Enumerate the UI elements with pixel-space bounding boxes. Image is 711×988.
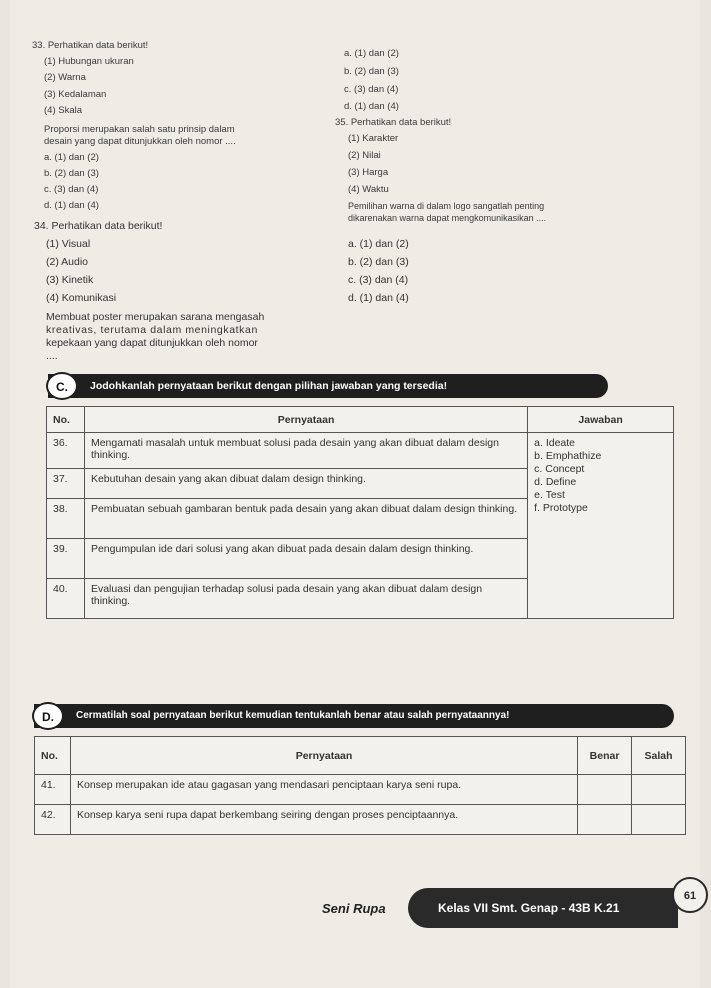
prev-option[interactable]: b. (2) dan (3): [344, 66, 399, 77]
row-statement: Pengumpulan ide dari solusi yang akan dibuat pada desain dalam design thinking.: [84, 539, 527, 579]
row-statement: Pembuatan sebuah gambaran bentuk pada desain yang akan dibuat dalam design thinking.: [84, 499, 527, 539]
q33-option[interactable]: b. (2) dan (3): [44, 168, 99, 179]
q34-item: (2) Audio: [46, 256, 89, 268]
q34-stem: kreativas, terutama dalam meningkatkan: [46, 324, 258, 336]
row-statement: Evaluasi dan pengujian terhadap solusi pada desain yang akan dibuat dalam design thinking.: [84, 579, 527, 619]
section-d-header: [34, 704, 674, 728]
false-cell[interactable]: [632, 775, 686, 805]
row-statement: Konsep merupakan ide atau gagasan yang mendasari penciptaan karya seni rupa.: [70, 775, 577, 805]
q35-stem: dikarenakan warna dapat mengkomunikasikan ....: [348, 213, 547, 223]
footer-subject: Seni Rupa: [322, 901, 386, 916]
q34-stem: kepekaan yang dapat ditunjukkan oleh nomor: [46, 337, 258, 349]
q35-option[interactable]: b. (2) dan (3): [348, 256, 409, 268]
row-number: 38.: [47, 499, 85, 539]
section-d-title: Cermatilah soal pernyataan berikut kemudian tentukanlah benar atau salah pernyataannya!: [76, 710, 510, 721]
answer-choice[interactable]: f. Prototype: [534, 502, 588, 514]
q34-stem: Membuat poster merupakan sarana mengasah: [46, 311, 265, 323]
true-false-table: [34, 736, 686, 835]
q33-title: 33. Perhatikan data berikut!: [32, 40, 149, 51]
q33-item: (2) Warna: [44, 72, 86, 83]
matching-table: [46, 406, 674, 619]
q34-item: (3) Kinetik: [46, 274, 94, 286]
row-number: 39.: [47, 539, 85, 579]
col-header-no: No.: [47, 407, 85, 433]
section-d-badge: D.: [32, 702, 64, 730]
footer-class-info: Kelas VII Smt. Genap - 43B K.21: [438, 901, 620, 915]
row-number: 36.: [47, 433, 85, 469]
section-c-title: Jodohkanlah pernyataan berikut dengan pilihan jawaban yang tersedia!: [90, 380, 448, 392]
row-statement: Mengamati masalah untuk membuat solusi pada desain yang akan dibuat dalam design thinking.: [84, 433, 527, 469]
prev-option[interactable]: c. (3) dan (4): [344, 84, 399, 95]
q33-stem: Proporsi merupakan salah satu prinsip dalam: [44, 124, 235, 135]
true-cell[interactable]: [578, 805, 632, 835]
q35-item: (2) Nilai: [348, 150, 381, 161]
q35-option[interactable]: d. (1) dan (4): [348, 292, 409, 304]
q35-option[interactable]: c. (3) dan (4): [348, 274, 409, 286]
page-number: 61: [672, 877, 708, 913]
q33-option[interactable]: d. (1) dan (4): [44, 200, 99, 211]
col-header-statement: Pernyataan: [84, 407, 527, 433]
answer-choice[interactable]: a. Ideate: [534, 437, 576, 449]
q33-item: (4) Skala: [44, 105, 83, 116]
q34-item: (4) Komunikasi: [46, 292, 117, 304]
table-row: [35, 805, 686, 835]
q35-item: (4) Waktu: [348, 184, 389, 195]
answer-choices: [528, 433, 674, 619]
q33-option[interactable]: c. (3) dan (4): [44, 184, 99, 195]
section-c-badge: C.: [46, 372, 78, 400]
answer-choice[interactable]: e. Test: [534, 489, 565, 501]
row-number: 41.: [35, 775, 71, 805]
row-number: 42.: [35, 805, 71, 835]
table-row: [47, 433, 674, 469]
q35-item: (1) Karakter: [348, 133, 399, 144]
worksheet-page: [10, 0, 700, 988]
q35-item: (3) Harga: [348, 167, 389, 178]
col-header-statement: Pernyataan: [70, 737, 577, 775]
q33-stem: desain yang dapat ditunjukkan oleh nomor ....: [44, 136, 236, 147]
q35-title: 35. Perhatikan data berikut!: [335, 117, 452, 128]
col-header-no: No.: [35, 737, 71, 775]
row-statement: Kebutuhan desain yang akan dibuat dalam design thinking.: [84, 469, 527, 499]
prev-option[interactable]: a. (1) dan (2): [344, 48, 399, 59]
prev-option[interactable]: d. (1) dan (4): [344, 101, 399, 112]
col-header-answer: Jawaban: [528, 407, 674, 433]
q34-item: (1) Visual: [46, 238, 91, 250]
q33-item: (3) Kedalaman: [44, 89, 107, 100]
q34-stem: ....: [46, 350, 58, 362]
table-row: [35, 775, 686, 805]
q35-stem: Pemilihan warna di dalam logo sangatlah penting: [348, 201, 545, 211]
row-number: 40.: [47, 579, 85, 619]
section-c-header: [48, 374, 608, 398]
q33-option[interactable]: a. (1) dan (2): [44, 152, 99, 163]
q35-option[interactable]: a. (1) dan (2): [348, 238, 409, 250]
true-cell[interactable]: [578, 775, 632, 805]
answer-choice[interactable]: b. Emphathize: [534, 450, 602, 462]
q34-title: 34. Perhatikan data berikut!: [34, 220, 163, 232]
false-cell[interactable]: [632, 805, 686, 835]
row-statement: Konsep karya seni rupa dapat berkembang seiring dengan proses penciptaannya.: [70, 805, 577, 835]
col-header-true: Benar: [578, 737, 632, 775]
answer-choice[interactable]: c. Concept: [534, 463, 585, 475]
footer-class-bar: [408, 888, 678, 928]
q33-item: (1) Hubungan ukuran: [44, 56, 134, 67]
row-number: 37.: [47, 469, 85, 499]
col-header-false: Salah: [632, 737, 686, 775]
answer-choice[interactable]: d. Define: [534, 476, 577, 488]
